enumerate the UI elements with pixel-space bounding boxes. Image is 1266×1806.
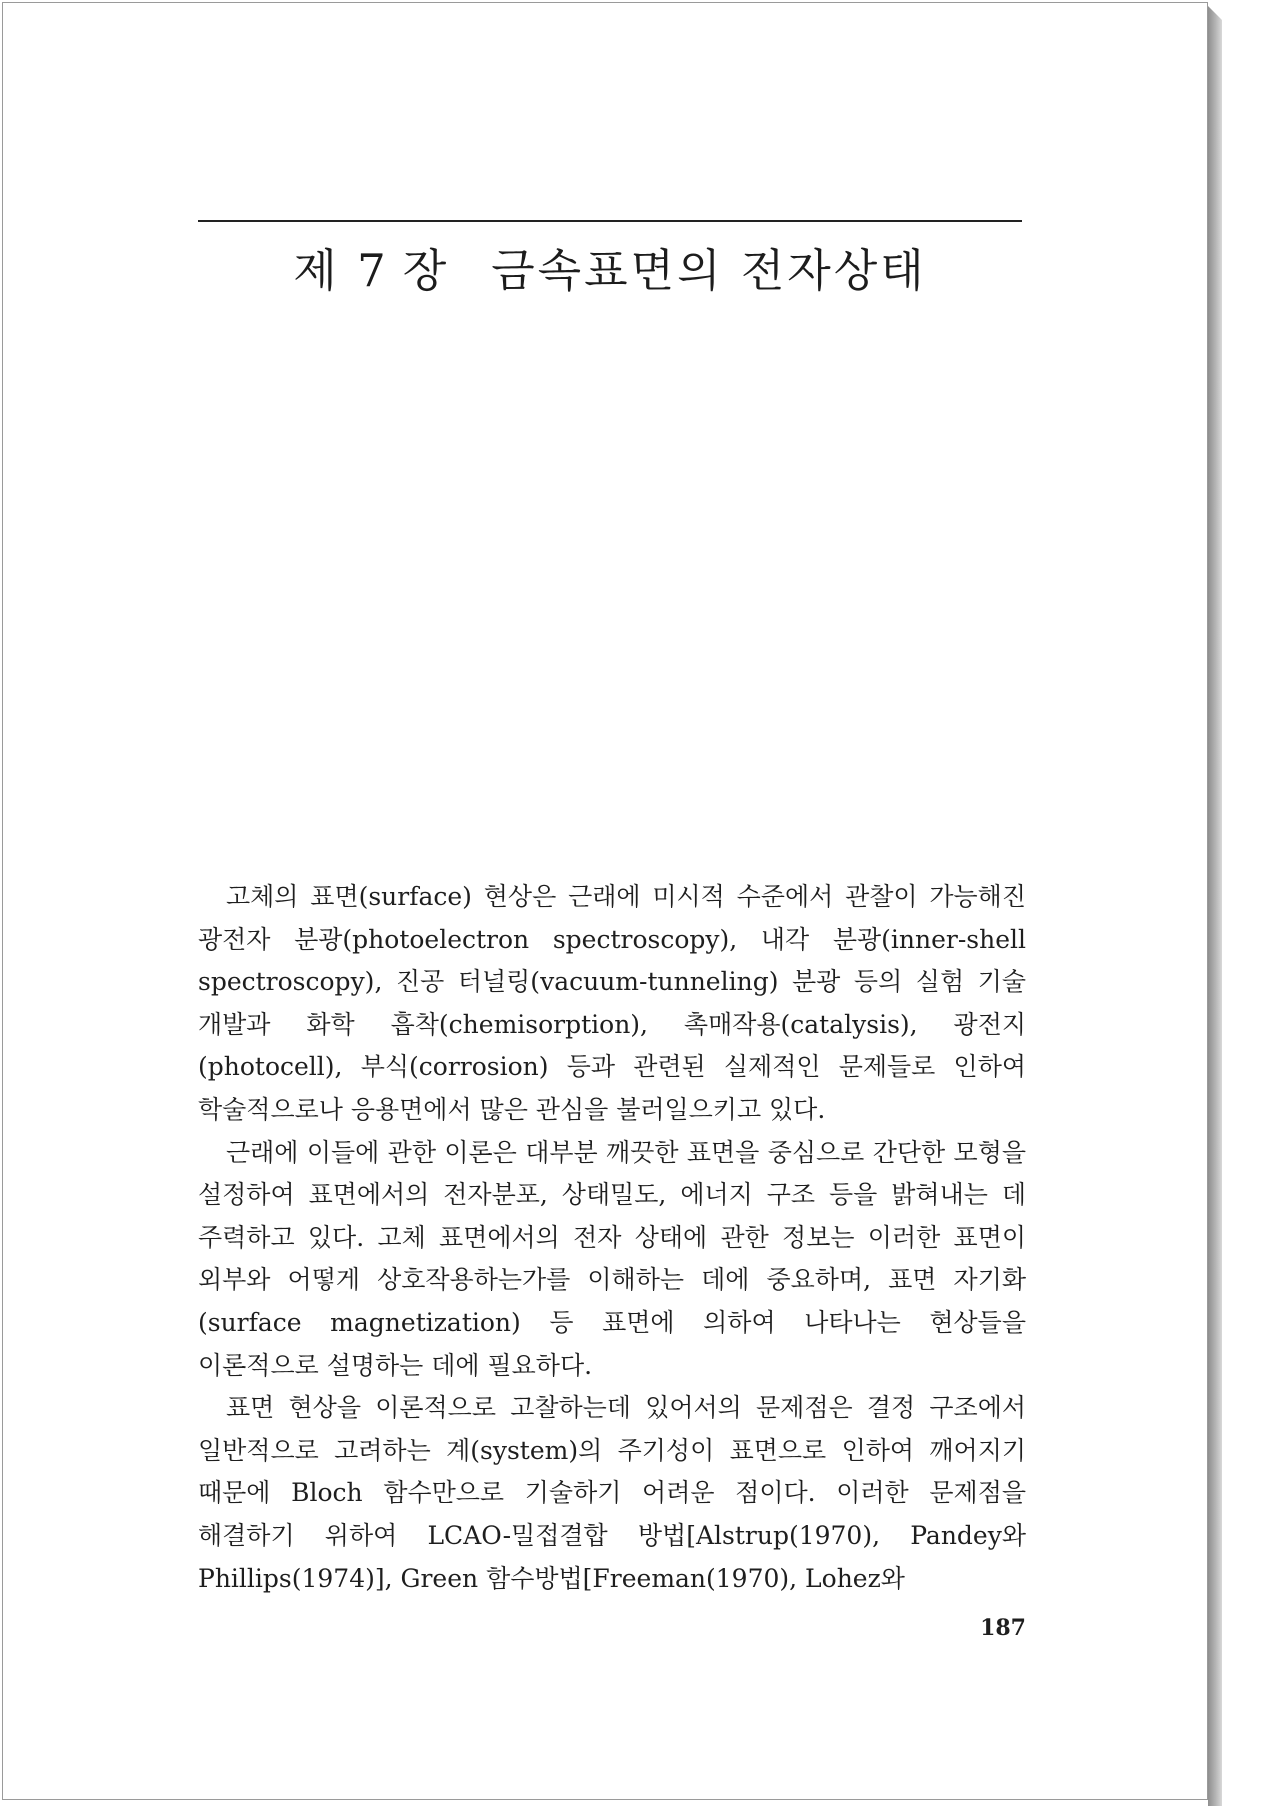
body-text [198,876,1026,1600]
paragraph: 표면 현상을 이론적으로 고찰하는데 있어서의 문제점은 결정 구조에서 일반적으로 고려하는 계(system)의 주기성이 표면으로 인하여 깨어지기 때문에 Bloch 함수만으로 기술하기 어려운 점이다. 이러한 문제점을 해결하기 위하여 LCAO-밀접결합 방법[Alstrup(1970), Pandey와 Phillips(1974)], Green 함수방법[Freeman(1970), Lohez와 [198,1393,1026,1593]
chapter-rule [198,220,1022,222]
paragraph: 고체의 표면(surface) 현상은 근래에 미시적 수준에서 관찰이 가능해진 광전자 분광(photoelectron spectroscopy), 내각 분광(inner-shell spectroscopy), 진공 터널링(vacuum-tunneling) 분광 등의 실험 기술 개발과 화학 흡착(chemisorption), 촉매작용(catalysis), 광전지(photocell), 부식(corrosion) 등과 관련된 실제적인 문제들로 인하여 학술적으로나 응용면에서 많은 관심을 불러일으키고 있다. [198,882,1026,1124]
chapter-title: 금속표면의 전자상태 [491,244,927,297]
paragraph: 근래에 이들에 관한 이론은 대부분 깨끗한 표면을 중심으로 간단한 모형을 설정하여 표면에서의 전자분포, 상태밀도, 에너지 구조 등을 밝혀내는 데 주력하고 있다. 고체 표면에서의 전자 상태에 관한 정보는 이러한 표면이 외부와 어떻게 상호작용하는가를 이해하는 데에 중요하며, 표면 자기화(surface magnetization) 등 표면에 의하여 나타나는 현상들을 이론적으로 설명하는 데에 필요하다. [198,1137,1026,1380]
page-number: 187 [980,1615,1026,1641]
page-edge-shadow [1208,6,1222,1806]
chapter-label-prefix: 제 [293,244,340,297]
book-page [2,2,1208,1800]
chapter-label-suffix: 장 [402,244,450,297]
chapter-heading [198,241,1022,301]
chapter-number: 7 [357,244,389,297]
